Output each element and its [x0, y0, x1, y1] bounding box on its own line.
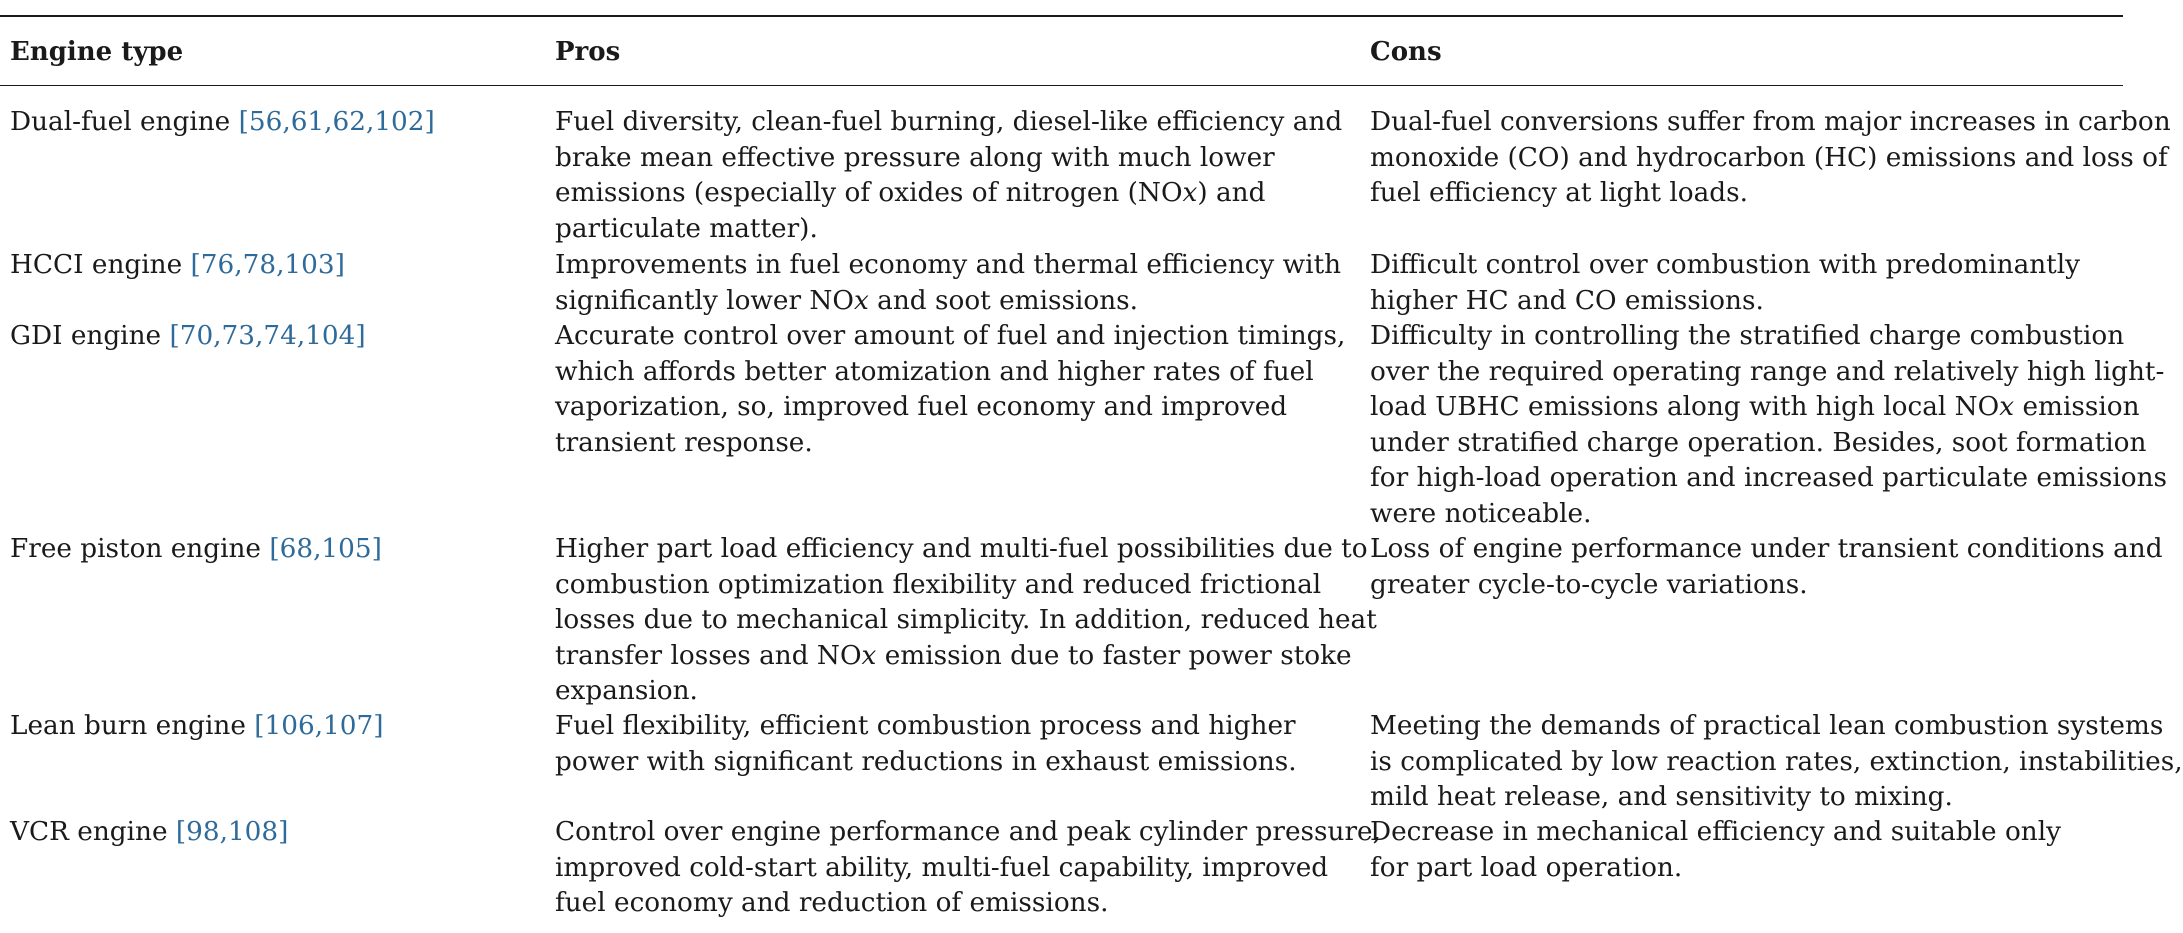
pros-cell: [555, 709, 1297, 780]
cons-line: is complicated by low reaction rates, extinction, instabilities,: [1370, 746, 2183, 777]
engine-type-cell: [10, 248, 345, 284]
engine-name: VCR engine: [10, 817, 168, 847]
header-pros: Pros: [555, 37, 621, 67]
pros-line: vaporization, so, improved fuel economy and improved: [555, 392, 1288, 422]
table-top-rule: [0, 15, 2123, 17]
pros-line: Higher part load efficiency and multi-fuel possibilities due to: [555, 534, 1368, 564]
engine-type-cell: [10, 532, 382, 568]
pros-line: transient response.: [555, 427, 813, 458]
header-engine-type: Engine type: [10, 37, 184, 67]
pros-cell: [555, 319, 1345, 461]
cons-line: load UBHC emissions along with high local NOx emission: [1370, 392, 2140, 422]
pros-cell: [555, 532, 1377, 710]
cons-line: Decrease in mechanical efficiency and suitable only: [1370, 817, 2061, 847]
cons-cell: [1370, 105, 2171, 212]
cons-line: mild heat release, and sensitivity to mixing.: [1370, 782, 1953, 812]
pros-cell: [555, 815, 1381, 922]
reference-link[interactable]: [70,73,74,104]: [169, 321, 366, 351]
reference-link[interactable]: [56,61,62,102]: [238, 107, 435, 137]
pros-line: emissions (especially of oxides of nitrogen (NOx) and: [555, 178, 1266, 208]
pros-line: expansion.: [555, 676, 698, 706]
pros-line: significantly lower NOx and soot emissions.: [555, 285, 1139, 316]
engine-type-cell: [10, 319, 366, 355]
pros-line: fuel economy and reduction of emissions.: [555, 888, 1109, 918]
reference-link[interactable]: [76,78,103]: [190, 250, 345, 280]
pros-line: Improvements in fuel economy and thermal efficiency with: [555, 250, 1342, 280]
pros-line: Accurate control over amount of fuel and injection timings,: [555, 321, 1346, 351]
cons-line: greater cycle-to-cycle variations.: [1370, 569, 1808, 600]
pros-line: particulate matter).: [555, 213, 818, 244]
cons-line: over the required operating range and relatively high light-: [1370, 356, 2165, 387]
cons-cell: [1370, 815, 2061, 886]
pros-line: transfer losses and NOx emission due to faster power stoke: [555, 640, 1352, 671]
cons-cell: [1370, 248, 2080, 319]
engine-name: HCCI engine: [10, 250, 183, 280]
cons-line: higher HC and CO emissions.: [1370, 285, 1764, 316]
pros-line: Fuel diversity, clean-fuel burning, diesel-like efficiency and: [555, 107, 1343, 137]
cons-line: Dual-fuel conversions suffer from major increases in carbon: [1370, 107, 2171, 137]
pros-cell: [555, 105, 1342, 247]
header-cons: Cons: [1370, 37, 1442, 67]
cons-line: Difficult control over combustion with predominantly: [1370, 250, 2081, 280]
cons-cell: [1370, 709, 2183, 816]
cons-line: Difficulty in controlling the stratified charge combustion: [1370, 321, 2125, 351]
pros-line: improved cold-start ability, multi-fuel capability, improved: [555, 852, 1329, 883]
pros-line: Control over engine performance and peak cylinder pressure,: [555, 817, 1381, 847]
cons-line: Loss of engine performance under transient conditions and: [1370, 534, 2163, 564]
table-header: [0, 34, 2123, 70]
reference-link[interactable]: [98,108]: [175, 817, 289, 847]
table-header-rule: [0, 85, 2123, 86]
cons-cell: [1370, 532, 2163, 603]
cons-line: under stratified charge operation. Besides, soot formation: [1370, 427, 2147, 458]
engine-name: Dual-fuel engine: [10, 107, 231, 137]
engine-type-cell: [10, 105, 435, 141]
pros-cell: [555, 248, 1341, 319]
pros-line: which affords better atomization and higher rates of fuel: [555, 356, 1314, 387]
cons-line: monoxide (CO) and hydrocarbon (HC) emissions and loss of: [1370, 142, 2168, 173]
cons-line: for part load operation.: [1370, 852, 1683, 883]
engine-name: Free piston engine: [10, 534, 261, 564]
pros-line: brake mean effective pressure along with much lower: [555, 142, 1275, 173]
engine-name: GDI engine: [10, 321, 162, 351]
pros-line: combustion optimization flexibility and reduced frictional: [555, 569, 1322, 600]
cons-line: for high-load operation and increased particulate emissions: [1370, 463, 2168, 493]
engine-name: Lean burn engine: [10, 711, 246, 741]
pros-line: power with significant reductions in exhaust emissions.: [555, 746, 1297, 777]
pros-line: Fuel flexibility, efficient combustion process and higher: [555, 711, 1296, 741]
cons-line: were noticeable.: [1370, 498, 1592, 529]
reference-link[interactable]: [68,105]: [269, 534, 382, 564]
reference-link[interactable]: [106,107]: [254, 711, 384, 741]
cons-line: fuel efficiency at light loads.: [1370, 178, 1748, 208]
pros-line: losses due to mechanical simplicity. In addition, reduced heat: [555, 605, 1377, 635]
engine-type-cell: [10, 709, 384, 745]
engine-type-cell: [10, 815, 288, 851]
cons-cell: [1370, 319, 2167, 532]
cons-line: Meeting the demands of practical lean combustion systems: [1370, 711, 2164, 741]
